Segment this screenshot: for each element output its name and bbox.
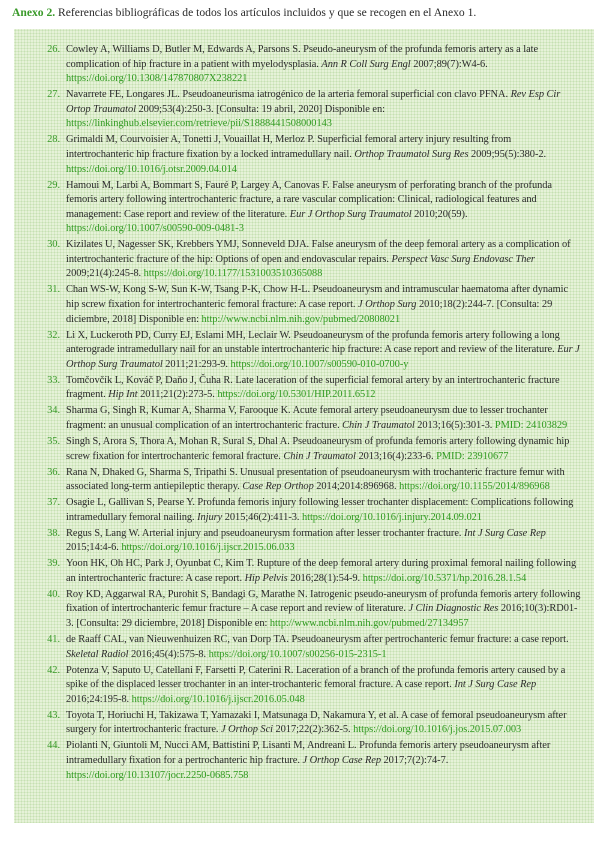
reference-number: 35. (47, 435, 60, 447)
reference-text: Yoon HK, Oh HC, Park J, Oyunbat C, Kim T. Rupture of the deep femoral artery during proximal femoral nailing following an intertrochanteric fracture: A case report. (66, 558, 577, 584)
reference-details: 2013;16(4):233-6. (355, 450, 437, 462)
reference-number: 44. (47, 740, 60, 752)
annex-label: Anexo 2. (12, 6, 56, 19)
reference-journal: Case Rep Orthop (242, 481, 314, 493)
reference-item (14, 588, 589, 632)
reference-item (14, 633, 589, 662)
reference-number: 27. (47, 89, 60, 101)
reference-link[interactable]: https://doi.org/10.1016/j.injury.2014.09.021 (301, 511, 482, 523)
reference-number: 42. (47, 664, 60, 676)
reference-text: Chan WS-W, Kong S-W, Sun K-W, Tsang P-K, Chow H-L. Pseudoaneurysm and intramuscular haematoma after dynamic hip screw fixation for intertrochanteric femoral fracture: A case report. (66, 284, 569, 311)
reference-details: 2016;28(1):54-9. (287, 572, 363, 584)
reference-details: 2009;21(4):245-8. (66, 268, 144, 280)
reference-journal: Chin J Traumatol (342, 419, 415, 431)
reference-text: de Raaff CAL, van Nieuwenhuizen RC, van Dorp TA. Pseudoaneurysm after pertrochanteric femur fracture: a case report. (66, 634, 569, 646)
reference-list (14, 43, 589, 785)
reference-item (14, 43, 589, 87)
reference-details: 2016;45(4):575-8. (128, 648, 209, 660)
reference-journal: J Clin Diagnostic Res (408, 603, 499, 615)
reference-link[interactable]: https://doi.org/10.5301/HIP.2011.6512 (217, 389, 376, 401)
reference-text: Grimaldi M, Courvoisier A, Tonetti J, Vouaillat H, Merloz P. Superficial femoral artery injury resulting from intertrochanteric hip fracture fixation by a locked intramedullary nail. (66, 134, 512, 160)
reference-details: 2010;20(59). (411, 208, 468, 220)
reference-link[interactable]: https://doi.org/10.5371/hp.2016.28.1.54 (362, 572, 527, 584)
reference-journal: Hip Pelvis (244, 572, 288, 584)
reference-item (14, 404, 589, 433)
reference-number: 33. (47, 374, 60, 386)
reference-journal: J Orthop Surg (358, 299, 417, 311)
reference-item (14, 709, 589, 738)
reference-text: Sharma G, Singh R, Kumar A, Sharma V, Farooque K. Acute femoral artery pseudoaneurysm due to lesser trochanter fragment: an unusual complication of an intertrochanteric fracture. (66, 405, 548, 431)
reference-text: Osagie L, Gallivan S, Pearse Y. Profunda femoris injury following lesser trochanter displacement: Complications following intramedullary femoral nailing. (66, 497, 574, 523)
reference-item (14, 329, 589, 373)
reference-link[interactable]: https://doi.org/10.1177/1531003510365088 (143, 268, 323, 280)
reference-item (14, 374, 589, 403)
reference-journal: J Orthop Case Rep (302, 754, 381, 766)
reference-number: 29. (47, 179, 60, 191)
reference-text: Piolanti N, Giuntoli M, Nucci AM, Battistini P, Lisanti M, Andreani L. Profunda femoris artery pseudoaneurysm after intramedullary fixation for a pertrochanteric hip fracture. (66, 740, 551, 766)
reference-journal: Rev Esp Cir Ortop Traumatol (66, 89, 561, 115)
reference-text: Li X, Luckeroth PD, Curry EJ, Eslami MH, Leclair W. Pseudoaneurysm of the profunda femoris artery following a long anterograde intramedullary nail for an unstable intertrochanteric hip fracture: A case report and review of the literature. (66, 329, 560, 356)
annex-title: Referencias bibliográficas de todos los artículos incluidos y que se recogen en el Anexo 1. (55, 6, 477, 19)
reference-item (14, 664, 589, 708)
reference-details: 2011;21:293-9. (162, 358, 231, 370)
reference-number: 43. (47, 709, 60, 721)
reference-item (14, 238, 589, 282)
reference-link[interactable]: https://doi.org/10.1016/j.ijscr.2016.05.048 (131, 693, 305, 705)
reference-link[interactable]: https://doi.org/10.1007/s00256-015-2315-1 (208, 648, 387, 660)
reference-text: Cowley A, Williams D, Butler M, Edwards A, Parsons S. Pseudo-aneurysm of the profunda femoris artery as a late complication of hip fracture in a patient with myelodysplasia. (66, 44, 539, 70)
reference-link[interactable]: http://www.ncbi.nlm.nih.gov/pubmed/20808021 (201, 313, 401, 325)
reference-text: Potenza V, Saputo U, Catellani F, Farsetti P, Caterini R. Laceration of a branch of the profunda femoris artery caused by a spike of the displaced lesser trochanter in an inter-trochanteric femoral fracture. A case report. (66, 664, 566, 691)
reference-link[interactable]: https://doi.org/10.1308/147870807X238221 (66, 73, 248, 85)
reference-details: 2016;10(3):RD01-3. [Consulta: 29 diciembre, 2018] Disponible en: (66, 603, 578, 630)
reference-journal: Chin J Traumatol (283, 450, 356, 462)
reference-journal: Int J Surg Case Rep (464, 527, 546, 539)
reference-item (14, 283, 589, 327)
reference-number: 36. (47, 466, 60, 478)
reference-item (14, 435, 589, 464)
reference-link[interactable]: https://doi.org/10.1007/s00590-009-0481-3 (66, 223, 244, 235)
reference-number: 34. (47, 405, 60, 417)
reference-text: Toyota T, Horiuchi H, Takizawa T, Yamazaki I, Matsunaga D, Nakamura Y, et al. A case of femoral pseudoaneurysm after surgery for intertrochanteric fracture. (66, 709, 567, 736)
reference-details: 2016;24:195-8. (66, 693, 132, 705)
reference-text: Kizilates U, Nagesser SK, Krebbers YMJ, Sonneveld DJA. False aneurysm of the deep femoral artery as a complication of intertrochanteric fracture of the hip: Options of open and endovascular repairs. (66, 239, 571, 265)
reference-number: 37. (47, 497, 60, 509)
reference-link[interactable]: https://doi.org/10.1016/j.otsr.2009.04.014 (66, 163, 237, 175)
annex-heading (12, 6, 476, 19)
reference-link[interactable]: https://doi.org/10.1016/j.jos.2015.07.003 (353, 724, 522, 736)
reference-journal: Eur J Orthop Surg Traumatol (289, 208, 412, 220)
reference-details: 2010;18(2):244-7. [Consulta: 29 diciembre, 2018] Disponible en: (66, 299, 553, 325)
reference-number: 30. (47, 239, 60, 251)
reference-number: 40. (47, 588, 60, 600)
reference-link[interactable]: https://doi.org/10.1016/j.ijscr.2015.06.033 (121, 542, 295, 554)
reference-number: 41. (47, 634, 60, 646)
reference-link[interactable]: http://www.ncbi.nlm.nih.gov/pubmed/27134957 (269, 618, 469, 630)
reference-details: 2009;95(5):380-2. (468, 148, 547, 160)
reference-details: 2009;53(4):250-3. [Consulta: 19 abril, 2020] Disponible en: (135, 103, 385, 115)
reference-details: 2017;22(2):362-5. (272, 724, 354, 736)
reference-link[interactable]: PMID: 24103829 (494, 419, 568, 431)
reference-details: 2015;14:4-6. (66, 542, 122, 554)
reference-number: 38. (47, 527, 60, 539)
reference-journal: Perspect Vasc Surg Endovasc Ther (391, 253, 535, 265)
reference-text: Regus S, Lang W. Arterial injury and pseudoaneurysm formation after lesser trochanter fracture. (66, 527, 464, 539)
reference-details: 2007;89(7):W4-6. (410, 58, 488, 70)
reference-journal: Orthop Traumatol Surg Res (354, 148, 469, 160)
reference-item (14, 527, 589, 556)
reference-link[interactable]: https://linkinghub.elsevier.com/retrieve/pii/S1888441508000143 (66, 118, 332, 130)
reference-journal: J Orthop Sci (221, 724, 273, 736)
reference-journal: Hip Int (108, 389, 138, 401)
reference-item (14, 557, 589, 586)
reference-link[interactable]: PMID: 23910677 (436, 450, 509, 462)
reference-link[interactable]: https://doi.org/10.1007/s00590-010-0700-y (230, 358, 409, 370)
reference-journal: Eur J Orthop Surg Traumatol (66, 344, 580, 370)
reference-text: Navarrete FE, Longares JL. Pseudoaneurisma iatrogénico de la arteria femoral superficial con clavo PFNA. (66, 89, 511, 101)
reference-number: 39. (47, 558, 60, 570)
reference-journal: Skeletal Radiol (66, 648, 129, 660)
reference-journal: Injury (197, 511, 223, 523)
reference-text: Hamoui M, Larbi A, Bommart S, Fauré P, Largey A, Canovas F. False aneurysm of perforating branch of the profunda femoris artery following intertrochanteric fracture, a rare vascular complication: Clinical, radiological features and management: Case report and review of the literature. (66, 179, 552, 220)
reference-number: 32. (47, 329, 60, 341)
reference-item (14, 179, 589, 237)
reference-link[interactable]: https://doi.org/10.1155/2014/896968 (399, 481, 550, 493)
reference-details: 2017;7(2):74-7. (380, 754, 449, 766)
reference-journal: Int J Surg Case Rep (454, 679, 537, 691)
reference-item (14, 739, 589, 783)
reference-item (14, 88, 589, 132)
reference-number: 31. (47, 284, 60, 296)
reference-text: Rana N, Dhaked G, Sharma S, Tripathi S. Unusual presentation of pseudoaneurysm with trochanteric fracture femur with associated long-term antiepileptic therapy. (66, 466, 565, 493)
reference-link[interactable]: https://doi.org/10.13107/jocr.2250-0685.758 (66, 769, 249, 781)
reference-journal: Ann R Coll Surg Engl (321, 58, 411, 70)
reference-number: 26. (47, 44, 60, 55)
reference-details: 2013;16(5):301-3. (414, 419, 495, 431)
reference-details: 2014;2014:896968. (313, 481, 400, 493)
references-box (14, 29, 594, 823)
reference-text: Tomčovčík L, Kováč P, Daňo J, Čuha R. Late laceration of the superficial femoral artery by an intertrochanteric fracture fragment. (66, 374, 560, 401)
reference-details: 2015;46(2):411-3. (222, 511, 302, 523)
reference-text: Singh S, Arora S, Thora A, Mohan R, Sural S, Dhal A. Pseudoaneurysm of profunda femoris artery following dynamic hip screw fixation for intertrochanteric femoral fracture. (66, 435, 570, 462)
reference-details: 2011;21(2):273-5. (137, 389, 218, 401)
reference-item (14, 466, 589, 495)
reference-number: 28. (47, 134, 60, 146)
reference-item (14, 133, 589, 177)
reference-item (14, 496, 589, 525)
reference-text: Roy KD, Aggarwal RA, Purohit S, Bandagi G, Marathe N. Iatrogenic pseudo-aneurysm of profunda femoris artery following fixation of intertrochanteric femur fracture – A case report and review of literature. (66, 588, 581, 615)
